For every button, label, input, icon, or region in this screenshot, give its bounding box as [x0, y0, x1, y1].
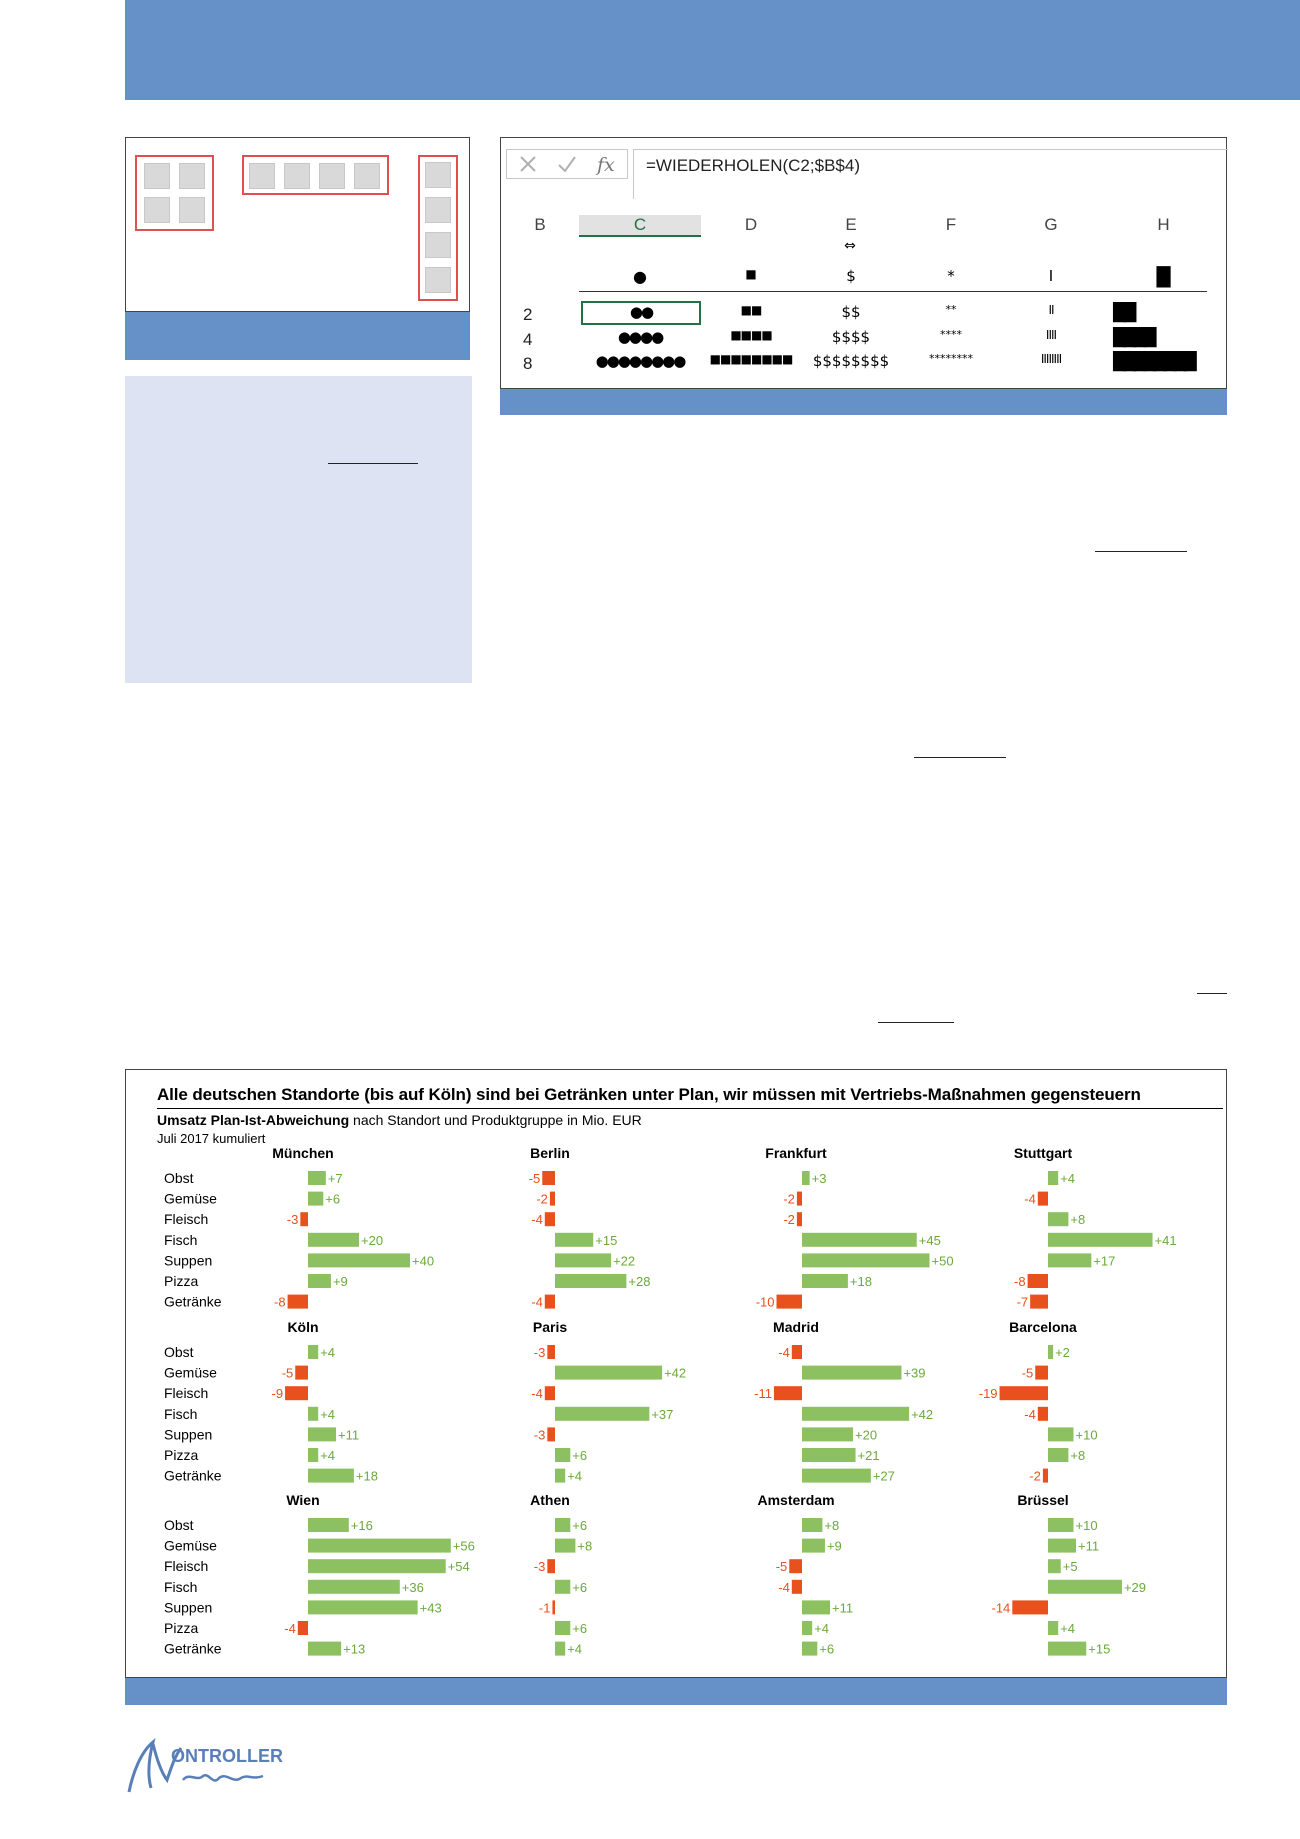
value-bar	[1048, 1539, 1076, 1553]
value-label: +17	[1093, 1253, 1116, 1269]
header-separator	[579, 291, 1207, 292]
value-label: +6	[325, 1191, 341, 1207]
value-bar	[802, 1469, 871, 1483]
panel-title: Madrid	[773, 1319, 819, 1335]
value-label: +54	[447, 1559, 470, 1575]
value-bar	[1048, 1212, 1068, 1226]
value-label: +18	[355, 1468, 378, 1484]
repeat-cell[interactable]: ■■■■■■■■	[709, 352, 793, 366]
formula-icons	[507, 150, 627, 178]
layout-illustration	[125, 137, 470, 312]
value-label: +6	[572, 1448, 588, 1463]
value-bar	[308, 1192, 323, 1206]
value-label: -2	[783, 1191, 795, 1207]
value-bar	[802, 1274, 848, 1288]
category-label: Pizza	[164, 1273, 199, 1289]
repeat-cell[interactable]: ████████	[1113, 352, 1194, 372]
value-bar	[555, 1233, 593, 1247]
value-label: -4	[531, 1212, 543, 1228]
value-bar	[308, 1253, 410, 1267]
repeat-cell[interactable]: $$$$	[831, 328, 871, 346]
value-label: -8	[274, 1294, 286, 1310]
value-bar	[545, 1295, 555, 1309]
value-label: +2	[1055, 1345, 1070, 1360]
grey-square	[354, 163, 380, 189]
value-label: -8	[1014, 1274, 1026, 1289]
value-bar	[555, 1518, 570, 1532]
value-label: +11	[1078, 1538, 1100, 1554]
value-label: -10	[755, 1294, 775, 1310]
category-label: Fisch	[164, 1405, 198, 1422]
value-label: -3	[286, 1212, 299, 1228]
repeat-cell[interactable]: ██	[1113, 303, 1134, 323]
value-bar	[308, 1642, 341, 1656]
category-label: Gemüse	[164, 1364, 217, 1381]
value-bar	[802, 1407, 909, 1421]
repeat-cell[interactable]: $$	[841, 303, 861, 321]
value-label: +4	[320, 1345, 336, 1360]
value-bar	[1012, 1600, 1048, 1614]
grid-group-box	[135, 155, 214, 231]
column-width-marker: ⇔	[844, 238, 856, 254]
category-label: Fleisch	[164, 1385, 209, 1402]
value-bar	[1035, 1366, 1048, 1380]
value-bar	[288, 1295, 308, 1309]
value-bar	[1030, 1295, 1048, 1309]
value-label: +6	[819, 1641, 835, 1657]
value-bar	[1048, 1642, 1086, 1656]
value-label: +40	[412, 1253, 435, 1269]
repeat-cell[interactable]: ********	[929, 352, 973, 365]
value-bar	[555, 1274, 626, 1288]
value-bar	[550, 1192, 555, 1206]
value-label: +4	[320, 1406, 336, 1422]
underline-rule	[878, 1022, 954, 1023]
value-bar	[295, 1366, 308, 1380]
panel-title: Amsterdam	[757, 1492, 835, 1508]
symbol-cell[interactable]: ●	[633, 267, 647, 286]
value-bar	[1028, 1274, 1048, 1288]
chart-subtitle-rest: nach Standort und Produktgruppe in Mio. EUR	[349, 1112, 642, 1128]
value-bar	[1043, 1469, 1048, 1483]
value-bar	[802, 1621, 812, 1635]
value-label: +20	[855, 1427, 878, 1443]
grey-square	[284, 163, 310, 189]
panel-title: Berlin	[530, 1145, 570, 1161]
category-label: Obst	[164, 1517, 194, 1533]
value-bar	[555, 1253, 611, 1267]
value-bar	[547, 1427, 555, 1441]
value-label: +11	[338, 1427, 360, 1443]
grey-square	[319, 163, 345, 189]
value-label: +22	[613, 1253, 636, 1269]
value-bar	[308, 1427, 336, 1441]
value-label: +8	[1070, 1448, 1086, 1463]
symbol-cell[interactable]: $	[846, 267, 856, 285]
value-bar	[802, 1518, 822, 1532]
value-label: +8	[1070, 1212, 1086, 1228]
value-bar	[1038, 1407, 1048, 1421]
repeat-cell[interactable]: $$$$$$$$	[812, 352, 890, 370]
value-bar	[1048, 1580, 1122, 1594]
logo-mark	[123, 1732, 283, 1802]
value-bar	[308, 1407, 318, 1421]
value-label: -5	[281, 1365, 294, 1381]
value-label: +37	[651, 1406, 674, 1422]
header-band	[125, 0, 1300, 100]
value-label: +15	[595, 1232, 618, 1248]
panel-title: Stuttgart	[1013, 1145, 1073, 1161]
repeat-cell[interactable]: IIII	[1045, 328, 1057, 342]
value-bar	[308, 1448, 318, 1462]
chart-title: Alle deutschen Standorte (bis auf Köln) sind bei Getränken unter Plan, wir müssen mit Vertriebs-Maßnahmen gegensteuern	[157, 1085, 1141, 1104]
panel-title: Paris	[532, 1319, 568, 1335]
value-label: +6	[572, 1621, 588, 1636]
grey-square	[144, 163, 170, 189]
value-label: +42	[664, 1365, 687, 1381]
repeat-cell[interactable]: ****	[940, 328, 962, 341]
value-label: +3	[811, 1171, 827, 1186]
grey-square	[425, 232, 451, 258]
category-label: Getränke	[164, 1467, 222, 1484]
repeat-cell[interactable]: ●●●●●●●●	[595, 352, 685, 370]
row-number: 2	[523, 305, 533, 324]
excel-illustration	[500, 137, 1227, 389]
value-label: -2	[536, 1191, 548, 1207]
category-label: Pizza	[164, 1447, 199, 1463]
value-label: +4	[320, 1448, 336, 1463]
category-label: Fleisch	[164, 1211, 209, 1228]
value-bar	[1048, 1233, 1153, 1247]
repeat-cell[interactable]: ■■	[740, 303, 762, 317]
value-bar	[300, 1212, 308, 1226]
value-label: -2	[1029, 1468, 1041, 1484]
value-label: +13	[343, 1641, 366, 1657]
value-bar	[308, 1539, 451, 1553]
value-label: +50	[931, 1253, 954, 1269]
value-label: +7	[327, 1171, 343, 1186]
value-bar	[555, 1621, 570, 1635]
panel-title: Köln	[287, 1319, 319, 1335]
value-label: +10	[1075, 1518, 1098, 1533]
symbol-cell[interactable]: *	[947, 267, 955, 285]
formula-buttons	[506, 149, 628, 179]
value-label: -19	[978, 1386, 998, 1402]
controller-magazin-logo	[123, 1732, 283, 1802]
column-header-e[interactable]: E	[845, 215, 857, 234]
value-label: -3	[533, 1427, 546, 1443]
value-label: +4	[1060, 1621, 1076, 1636]
column-header-c[interactable]: C	[579, 215, 701, 237]
value-bar	[802, 1448, 856, 1462]
column-group-box	[418, 155, 458, 301]
value-label: -4	[531, 1386, 543, 1402]
figure-caption-bar	[125, 312, 470, 360]
value-label: +39	[903, 1365, 926, 1381]
value-label: +4	[567, 1468, 583, 1484]
value-label: +5	[1062, 1559, 1078, 1575]
category-label: Suppen	[164, 1599, 213, 1616]
value-label: +29	[1123, 1579, 1147, 1595]
value-label: +8	[577, 1538, 593, 1554]
value-label: +20	[361, 1232, 384, 1248]
value-bar	[308, 1469, 354, 1483]
panel-title: Barcelona	[1009, 1319, 1077, 1335]
value-bar	[547, 1559, 555, 1573]
value-label: +36	[401, 1579, 424, 1595]
underline-rule	[914, 757, 1006, 758]
value-bar	[1048, 1253, 1091, 1267]
grey-square	[425, 162, 451, 188]
underline-rule	[1197, 993, 1227, 994]
cancel-icon	[521, 157, 535, 171]
value-bar	[1048, 1448, 1068, 1462]
value-label: +15	[1088, 1641, 1111, 1657]
value-bar	[555, 1580, 570, 1594]
value-label: +9	[332, 1274, 348, 1289]
value-bar	[555, 1366, 662, 1380]
symbol-cell[interactable]: ■	[745, 267, 757, 281]
value-bar	[555, 1642, 565, 1656]
repeat-cell[interactable]: ●●	[581, 301, 701, 325]
value-label: +41	[1154, 1232, 1177, 1248]
grey-square	[179, 163, 205, 189]
value-bar	[802, 1253, 930, 1267]
value-bar	[552, 1600, 555, 1614]
value-label: -3	[533, 1559, 546, 1575]
value-label: +11	[832, 1600, 854, 1616]
value-label: +45	[918, 1232, 941, 1248]
value-label: -7	[1016, 1294, 1029, 1310]
value-bar	[308, 1518, 349, 1532]
value-label: -5	[528, 1171, 541, 1186]
value-bar	[802, 1600, 830, 1614]
value-bar	[285, 1386, 308, 1400]
figure-caption-bar	[125, 1678, 1227, 1705]
value-label: -3	[533, 1345, 546, 1360]
underline-rule	[1095, 551, 1187, 552]
value-bar	[308, 1233, 359, 1247]
category-label: Gemüse	[164, 1190, 217, 1207]
value-label: +21	[857, 1448, 880, 1463]
value-label: -4	[1024, 1406, 1036, 1422]
column-header-g[interactable]: G	[1044, 215, 1058, 234]
row-group-box	[242, 155, 389, 195]
value-bar	[308, 1171, 326, 1185]
value-label: +4	[1060, 1171, 1076, 1186]
value-label: +42	[911, 1406, 934, 1422]
value-bar	[298, 1621, 308, 1635]
repeat-cell[interactable]: ■■■■	[730, 328, 772, 342]
column-header-d[interactable]: D	[744, 215, 758, 234]
value-label: +43	[419, 1600, 442, 1616]
formula-bar	[501, 149, 1226, 199]
value-bar	[308, 1580, 400, 1594]
grey-square	[425, 267, 451, 293]
category-label: Fisch	[164, 1231, 198, 1248]
value-label: -9	[271, 1386, 284, 1402]
value-bar	[542, 1171, 555, 1185]
value-bar	[789, 1559, 802, 1573]
chart-period: Juli 2017 kumuliert	[157, 1131, 266, 1146]
value-label: -4	[284, 1621, 296, 1636]
value-label: -2	[783, 1212, 795, 1228]
category-label: Fleisch	[164, 1558, 209, 1575]
value-label: -14	[991, 1600, 1011, 1616]
value-bar	[1048, 1345, 1053, 1359]
value-label: +10	[1075, 1427, 1098, 1443]
category-label: Gemüse	[164, 1537, 217, 1554]
value-label: -5	[775, 1559, 788, 1575]
value-bar	[1048, 1518, 1074, 1532]
value-bar	[797, 1212, 802, 1226]
value-label: -4	[778, 1579, 790, 1595]
panel-title: Brüssel	[1017, 1492, 1069, 1508]
value-bar	[802, 1427, 853, 1441]
value-label: +16	[350, 1518, 373, 1533]
value-bar	[792, 1580, 802, 1594]
formula-input[interactable]: =WIEDERHOLEN(C2;$B$4)	[633, 149, 1228, 199]
value-label: +6	[572, 1579, 588, 1595]
value-label: +18	[849, 1274, 872, 1289]
value-bar	[802, 1233, 917, 1247]
underline-rule	[328, 463, 418, 464]
confirm-icon	[559, 157, 575, 171]
value-bar	[308, 1600, 418, 1614]
value-bar	[308, 1274, 331, 1288]
value-bar	[802, 1642, 817, 1656]
value-bar	[308, 1559, 446, 1573]
category-label: Getränke	[164, 1640, 222, 1657]
logo-text: ONTROLLER	[171, 1746, 283, 1766]
chart-subtitle-bold: Umsatz Plan-Ist-Abweichung	[157, 1112, 350, 1128]
value-bar	[1048, 1621, 1058, 1635]
repeat-cell[interactable]: ████	[1113, 328, 1154, 348]
value-bar	[802, 1539, 825, 1553]
value-label: +27	[872, 1468, 895, 1484]
column-header-h[interactable]: H	[1157, 215, 1170, 234]
category-label: Getränke	[164, 1293, 222, 1310]
row-number: 4	[523, 330, 533, 349]
panel-title: Wien	[286, 1492, 320, 1508]
category-label: Suppen	[164, 1252, 213, 1269]
panel-title: Athen	[530, 1492, 570, 1508]
grey-square	[425, 197, 451, 223]
category-label: Obst	[164, 1170, 194, 1186]
value-label: +4	[814, 1621, 830, 1636]
value-bar	[774, 1386, 802, 1400]
symbol-cell[interactable]: I	[1048, 267, 1054, 285]
value-bar	[308, 1345, 318, 1359]
repeat-cell[interactable]: IIIIIIII	[1040, 352, 1062, 366]
fx-icon: fx	[597, 154, 615, 176]
grey-square	[144, 197, 170, 223]
value-bar	[555, 1469, 565, 1483]
repeat-cell[interactable]: **	[945, 303, 957, 316]
value-label: -5	[1021, 1365, 1034, 1381]
figure-caption-bar	[500, 389, 1227, 415]
value-bar	[802, 1171, 810, 1185]
value-label: +8	[824, 1518, 840, 1533]
value-bar	[797, 1192, 802, 1206]
value-bar	[547, 1345, 555, 1359]
column-header-b[interactable]: B	[534, 215, 546, 234]
value-bar	[555, 1407, 649, 1421]
value-bar	[545, 1386, 555, 1400]
repeat-cell[interactable]: ●●●●	[617, 328, 663, 346]
chart-plot	[126, 1070, 1226, 1677]
grey-square	[179, 197, 205, 223]
symbol-cell[interactable]: █	[1156, 267, 1171, 288]
value-bar	[802, 1366, 901, 1380]
value-label: -1	[538, 1600, 551, 1616]
row-number: 8	[523, 354, 533, 373]
value-label: +6	[572, 1518, 588, 1533]
sidebar-text-box	[125, 376, 472, 683]
value-label: +28	[628, 1274, 651, 1289]
repeat-cell[interactable]: II	[1048, 303, 1054, 317]
category-label: Pizza	[164, 1620, 199, 1636]
value-bar	[555, 1539, 575, 1553]
column-header-f[interactable]: F	[945, 215, 957, 234]
panel-title: Frankfurt	[765, 1145, 827, 1161]
value-bar	[1048, 1171, 1058, 1185]
value-bar	[1048, 1559, 1061, 1573]
value-bar	[555, 1448, 570, 1462]
value-bar	[1000, 1386, 1048, 1400]
value-label: -11	[754, 1386, 772, 1402]
value-bar	[792, 1345, 802, 1359]
deviation-chart	[125, 1069, 1227, 1678]
value-label: -4	[778, 1345, 790, 1360]
value-label: +4	[567, 1641, 583, 1657]
category-label: Obst	[164, 1344, 194, 1360]
category-label: Fisch	[164, 1578, 198, 1595]
value-bar	[777, 1295, 803, 1309]
value-label: +9	[826, 1538, 842, 1554]
value-label: -4	[1024, 1191, 1036, 1207]
panel-title: München	[272, 1145, 334, 1161]
value-bar	[1038, 1192, 1048, 1206]
value-bar	[545, 1212, 555, 1226]
value-label: +56	[452, 1538, 475, 1554]
value-label: -4	[531, 1294, 543, 1310]
value-bar	[1048, 1427, 1074, 1441]
grey-square	[249, 163, 275, 189]
category-label: Suppen	[164, 1426, 213, 1443]
